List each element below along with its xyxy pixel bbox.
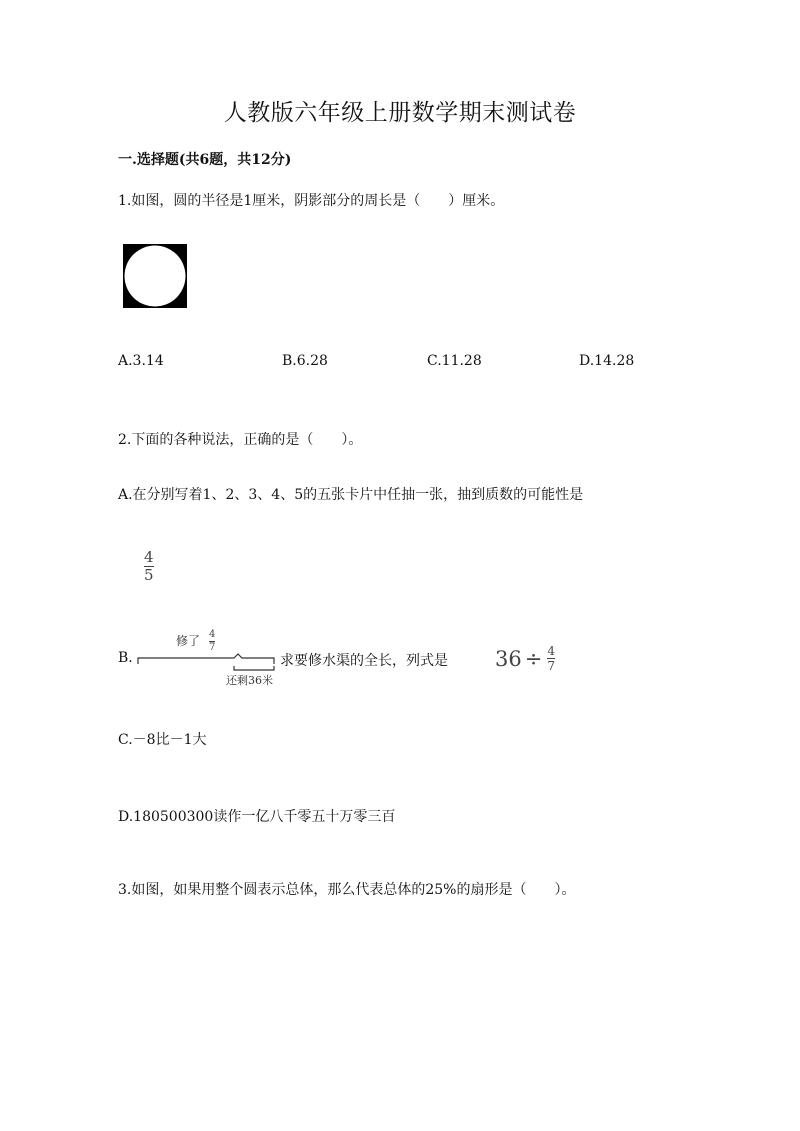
white-circle <box>125 246 186 307</box>
canal-top-brace <box>138 654 274 664</box>
canal-bottom-label: 还剩36米 <box>226 674 273 687</box>
expression-dividend: 36 <box>495 646 522 671</box>
fraction-numerator: 4 <box>209 629 216 640</box>
q1-option-d: D.14.28 <box>579 353 635 369</box>
division-sign: ÷ <box>524 646 543 671</box>
question-1-figure <box>123 244 187 308</box>
fraction-denominator: 7 <box>209 642 216 653</box>
q2-option-a-text: A.在分别写着1、2、3、4、5的五张卡片中任抽一张，抽到质数的可能性是 <box>118 487 584 503</box>
fraction-denominator: 7 <box>547 659 555 673</box>
q2-option-b-label: B. <box>118 650 133 666</box>
fraction-numerator: 4 <box>144 548 154 566</box>
q2-option-b-expression <box>495 645 555 672</box>
q2-option-a-fraction <box>144 550 154 583</box>
fraction-denominator: 5 <box>144 566 154 584</box>
q1-option-a: A.3.14 <box>118 353 164 369</box>
q2-option-d: D.180500300读作一亿八千零五十万零三百 <box>118 809 396 825</box>
question-1-text: 1.如图，圆的半径是1厘米，阴影部分的周长是（ ）厘米。 <box>118 193 505 209</box>
canal-top-fraction <box>209 630 215 653</box>
q1-option-c: C.11.28 <box>427 353 482 369</box>
q1-option-b: B.6.28 <box>282 353 328 369</box>
canal-bottom-brace <box>234 666 274 670</box>
q2-option-b-text: 求要修水渠的全长，列式是 <box>280 653 448 669</box>
question-2-text: 2.下面的各种说法，正确的是（ ）。 <box>118 432 363 448</box>
section-heading: 一.选择题(共6题，共12分) <box>118 152 292 168</box>
fraction-numerator: 4 <box>547 644 555 658</box>
question-3-text: 3.如图，如果用整个圆表示总体，那么代表总体的25%的扇形是（ ）。 <box>118 882 576 898</box>
canal-top-label: 修了 <box>176 634 201 648</box>
page-title: 人教版六年级上册数学期末测试卷 <box>223 100 577 126</box>
q2-option-c: C.－8比－1大 <box>118 732 207 748</box>
expression-fraction <box>547 645 555 672</box>
